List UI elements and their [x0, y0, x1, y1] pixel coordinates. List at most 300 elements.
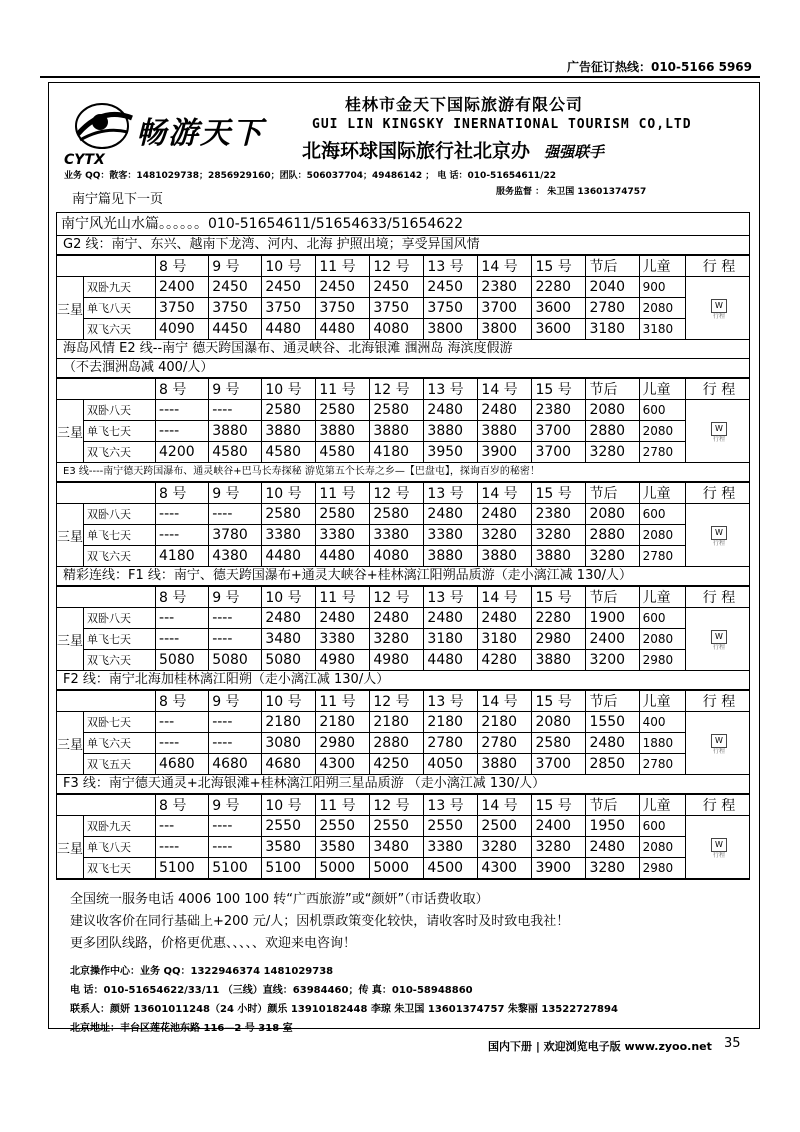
date-column-header: 儿童 — [639, 691, 685, 712]
date-column-header: 10 号 — [262, 795, 316, 816]
price-cell: 4380 — [209, 546, 262, 567]
price-cell: 4300 — [316, 754, 370, 775]
price-cell: ---- — [209, 837, 262, 858]
price-cell: 2180 — [424, 712, 478, 733]
price-cell: 2400 — [532, 816, 586, 837]
price-cell: 3900 — [478, 442, 532, 463]
price-cell: 3380 — [262, 525, 316, 546]
price-cell: 2550 — [316, 816, 370, 837]
price-cell: 1950 — [586, 816, 639, 837]
price-cell: 2180 — [478, 712, 532, 733]
itinerary-caption: 行程 — [712, 540, 725, 547]
price-cell: 2580 — [262, 504, 316, 525]
price-cell: 5080 — [156, 650, 209, 671]
word-document-icon[interactable]: W — [711, 526, 727, 540]
header-blank-cell — [57, 379, 156, 400]
price-cell: 4580 — [262, 442, 316, 463]
price-cell: 3280 — [586, 442, 639, 463]
date-header-row — [57, 256, 749, 277]
table-title: 南宁风光山水篇。。。。。。010-51654611/51654633/51654622 — [57, 213, 749, 236]
hotel-star-label: 三星 — [57, 712, 84, 775]
price-cell: 4080 — [370, 546, 424, 567]
page-number: 35 — [724, 1036, 741, 1051]
price-cell: ---- — [156, 629, 209, 650]
transport-duration: 单飞七天 — [84, 629, 156, 650]
child-price-cell: 600 — [639, 816, 685, 837]
route-description: 海岛风情 E2 线--南宁 德天跨国瀑布、通灵峡谷、北海银滩 涠洲岛 海滨度假游 — [57, 340, 749, 359]
price-cell: 2450 — [262, 277, 316, 298]
price-cell: 1550 — [586, 712, 639, 733]
price-cell: 4680 — [209, 754, 262, 775]
child-price-cell: 2980 — [639, 858, 685, 879]
date-column-header: 节后 — [586, 483, 639, 504]
table-row — [57, 298, 749, 319]
price-cell: 2480 — [478, 400, 532, 421]
partner-tag: 强强联手 — [544, 143, 605, 161]
child-price-cell: 600 — [639, 608, 685, 629]
price-cell: 2580 — [316, 400, 370, 421]
date-column-header: 行 程 — [686, 795, 750, 816]
date-column-header: 11 号 — [316, 256, 370, 277]
price-cell: 4480 — [262, 546, 316, 567]
brand-name: 畅游天下 — [136, 116, 264, 151]
date-column-header: 行 程 — [686, 691, 750, 712]
price-cell: 2780 — [424, 733, 478, 754]
date-column-header: 8 号 — [156, 379, 209, 400]
date-column-header: 15 号 — [532, 691, 586, 712]
price-cell: 3880 — [370, 421, 424, 442]
price-cell: 4480 — [262, 319, 316, 340]
price-cell: 2580 — [532, 733, 586, 754]
date-column-header: 9 号 — [209, 691, 262, 712]
price-cell: 3200 — [586, 650, 639, 671]
price-cell: 2580 — [262, 400, 316, 421]
price-cell: 2180 — [316, 712, 370, 733]
price-cell: 3900 — [532, 858, 586, 879]
price-cell: 3880 — [478, 546, 532, 567]
price-cell: 2180 — [262, 712, 316, 733]
date-column-header: 15 号 — [532, 256, 586, 277]
price-cell: 3280 — [478, 837, 532, 858]
price-cell: 4080 — [370, 319, 424, 340]
price-cell: 3880 — [262, 421, 316, 442]
price-cell: 2480 — [478, 608, 532, 629]
date-column-header: 14 号 — [478, 256, 532, 277]
price-cell: ---- — [209, 629, 262, 650]
date-column-header: 10 号 — [262, 483, 316, 504]
price-cell: 4480 — [316, 546, 370, 567]
hotel-star-label: 三星 — [57, 277, 84, 340]
child-price-cell: 600 — [639, 504, 685, 525]
table-row — [57, 858, 749, 879]
child-price-cell: 2080 — [639, 525, 685, 546]
price-cell: 2580 — [316, 504, 370, 525]
table-row — [57, 754, 749, 775]
price-cell: 3780 — [209, 525, 262, 546]
note-line: 建议收客价在同行基础上+200 元/人；因机票政策变化较快，请收客时及时致电我社！ — [70, 914, 570, 929]
itinerary-link[interactable] — [686, 400, 750, 463]
price-cell: 4980 — [316, 650, 370, 671]
price-cell: 2480 — [424, 504, 478, 525]
date-column-header: 行 程 — [686, 587, 750, 608]
price-cell: ---- — [209, 816, 262, 837]
table-row — [57, 608, 749, 629]
word-document-icon[interactable]: W — [711, 299, 727, 313]
date-column-header: 9 号 — [209, 256, 262, 277]
price-cell: 4500 — [424, 858, 478, 879]
date-column-header: 8 号 — [156, 795, 209, 816]
price-cell: 2550 — [262, 816, 316, 837]
date-column-header: 9 号 — [209, 795, 262, 816]
date-column-header: 12 号 — [370, 691, 424, 712]
child-price-cell: 2780 — [639, 546, 685, 567]
header-blank-cell — [57, 483, 156, 504]
price-cell: --- — [156, 816, 209, 837]
route-description: F2 线：南宁北海加桂林漓江阳朔（走小漓江减 130/人） — [57, 671, 749, 690]
supervisor-line: 服务监督 ： 朱卫国 13601374757 — [496, 187, 647, 197]
date-header-row — [57, 379, 749, 400]
price-cell: 4050 — [424, 754, 478, 775]
transport-duration: 双飞七天 — [84, 858, 156, 879]
date-column-header: 8 号 — [156, 483, 209, 504]
note-line: 更多团队线路，价格更优惠、、、、、欢迎来电咨询！ — [70, 936, 357, 951]
route-description: 精彩连线：F1 线：南宁、德天跨国瀑布+通灵大峡谷+桂林漓江阳朔品质游（走小漓江减 130/人） — [57, 567, 749, 586]
itinerary-link[interactable] — [686, 712, 750, 775]
price-cell: 4300 — [478, 858, 532, 879]
price-cell: 3750 — [316, 298, 370, 319]
price-cell: 3080 — [262, 733, 316, 754]
price-table — [57, 690, 749, 775]
price-cell: 4480 — [424, 650, 478, 671]
price-cell: 2500 — [478, 816, 532, 837]
partner-agency — [302, 136, 604, 163]
transport-duration: 双卧九天 — [84, 816, 156, 837]
route-sections — [57, 236, 749, 879]
header-blank-cell — [57, 587, 156, 608]
price-cell: 3880 — [209, 421, 262, 442]
office-line: 联系人：颜妍 13601011248（24 小时）颜乐 13910182448 李琼 朱卫国 13601374757 朱黎丽 13522727894 — [70, 1004, 618, 1015]
price-cell: 3380 — [424, 837, 478, 858]
date-column-header: 行 程 — [686, 256, 750, 277]
price-cell: 2880 — [586, 525, 639, 546]
date-header-row — [57, 587, 749, 608]
price-cell: 3580 — [262, 837, 316, 858]
price-cell: ---- — [156, 504, 209, 525]
word-document-icon[interactable]: W — [711, 630, 727, 644]
date-header-row — [57, 691, 749, 712]
price-cell: 4580 — [209, 442, 262, 463]
price-cell: 3750 — [156, 298, 209, 319]
table-row — [57, 546, 749, 567]
table-row — [57, 400, 749, 421]
date-column-header: 13 号 — [424, 795, 478, 816]
header-blank-cell — [57, 256, 156, 277]
transport-duration: 单飞七天 — [84, 421, 156, 442]
price-cell: 3750 — [370, 298, 424, 319]
price-cell: 2450 — [424, 277, 478, 298]
date-column-header: 9 号 — [209, 379, 262, 400]
table-row — [57, 504, 749, 525]
date-column-header: 9 号 — [209, 587, 262, 608]
word-document-icon[interactable]: W — [711, 734, 727, 748]
date-column-header: 节后 — [586, 256, 639, 277]
itinerary-link[interactable] — [686, 816, 750, 879]
date-column-header: 节后 — [586, 691, 639, 712]
contact-line: 业务 QQ：散客：1481029738；2856929160；团队：506037704；49486142 ； 电 话：010-51654611/22 — [64, 171, 556, 181]
price-table-container — [56, 212, 750, 880]
date-column-header: 12 号 — [370, 795, 424, 816]
child-price-cell: 2080 — [639, 298, 685, 319]
price-cell: ---- — [209, 504, 262, 525]
date-column-header: 儿童 — [639, 256, 685, 277]
table-row — [57, 525, 749, 546]
price-cell: 3280 — [478, 525, 532, 546]
price-cell: 3700 — [532, 421, 586, 442]
price-cell: 3180 — [424, 629, 478, 650]
date-column-header: 11 号 — [316, 691, 370, 712]
price-cell: 5100 — [262, 858, 316, 879]
price-cell: 2780 — [478, 733, 532, 754]
price-cell: ---- — [156, 837, 209, 858]
date-column-header: 儿童 — [639, 587, 685, 608]
price-cell: 2040 — [586, 277, 639, 298]
price-cell: 3880 — [532, 650, 586, 671]
price-cell: 2480 — [424, 608, 478, 629]
price-cell: 3580 — [316, 837, 370, 858]
price-cell: --- — [156, 608, 209, 629]
price-cell: 2450 — [370, 277, 424, 298]
itinerary-link[interactable] — [686, 504, 750, 567]
price-cell: ---- — [156, 733, 209, 754]
price-table — [57, 378, 749, 463]
route-description: F3 线：南宁德天通灵+北海银滩+桂林漓江阳朔三星品质游 （走小漓江减 130/人） — [57, 775, 749, 794]
price-table — [57, 586, 749, 671]
date-column-header: 11 号 — [316, 483, 370, 504]
price-cell: 3480 — [262, 629, 316, 650]
transport-duration: 双飞五天 — [84, 754, 156, 775]
itinerary-caption: 行程 — [712, 313, 725, 320]
price-cell: 3280 — [532, 837, 586, 858]
price-cell: ---- — [209, 733, 262, 754]
price-cell: 4090 — [156, 319, 209, 340]
date-column-header: 8 号 — [156, 587, 209, 608]
price-cell: 3700 — [532, 442, 586, 463]
price-cell: 3750 — [424, 298, 478, 319]
price-cell: 3700 — [478, 298, 532, 319]
price-cell: 3480 — [370, 837, 424, 858]
itinerary-link[interactable] — [686, 277, 750, 340]
price-cell: 2280 — [532, 608, 586, 629]
price-cell: 3950 — [424, 442, 478, 463]
date-column-header: 12 号 — [370, 256, 424, 277]
date-column-header: 14 号 — [478, 587, 532, 608]
price-cell: 4980 — [370, 650, 424, 671]
price-cell: 2400 — [156, 277, 209, 298]
price-cell: 5000 — [370, 858, 424, 879]
price-cell: 3750 — [262, 298, 316, 319]
price-table — [57, 255, 749, 340]
date-column-header: 14 号 — [478, 691, 532, 712]
date-column-header: 11 号 — [316, 587, 370, 608]
itinerary-link[interactable] — [686, 608, 750, 671]
price-cell: 3280 — [370, 629, 424, 650]
date-column-header: 10 号 — [262, 587, 316, 608]
date-column-header: 15 号 — [532, 483, 586, 504]
child-price-cell: 600 — [639, 400, 685, 421]
price-cell: ---- — [156, 525, 209, 546]
price-cell: 5100 — [209, 858, 262, 879]
price-cell: 2880 — [586, 421, 639, 442]
office-line: 电 话：010-51654622/33/11 （三线）直线：63984460；传 真：010-58948860 — [70, 985, 473, 996]
table-row — [57, 733, 749, 754]
price-cell: 2480 — [586, 733, 639, 754]
transport-duration: 单飞六天 — [84, 733, 156, 754]
date-column-header: 13 号 — [424, 691, 478, 712]
child-price-cell: 400 — [639, 712, 685, 733]
table-row — [57, 319, 749, 340]
price-cell: 2580 — [370, 504, 424, 525]
word-document-icon[interactable]: W — [711, 838, 727, 852]
route-description: E3 线----南宁德天跨国瀑布、通灵峡谷+巴马长寿探秘 游览第五个长寿之乡—【巴盘屯】，探询百岁的秘密！ — [57, 463, 749, 482]
child-price-cell: 1880 — [639, 733, 685, 754]
price-cell: 2400 — [586, 629, 639, 650]
subtitle-note: 南宁篇见下一页 — [72, 192, 164, 207]
price-cell: 2380 — [532, 400, 586, 421]
date-column-header: 节后 — [586, 379, 639, 400]
service-notes — [70, 889, 569, 955]
price-cell: 3750 — [209, 298, 262, 319]
price-cell: 2450 — [209, 277, 262, 298]
date-column-header: 11 号 — [316, 795, 370, 816]
price-cell: 2080 — [532, 712, 586, 733]
date-column-header: 10 号 — [262, 691, 316, 712]
price-cell: 4180 — [156, 546, 209, 567]
hotel-star-label: 三星 — [57, 504, 84, 567]
date-column-header: 节后 — [586, 587, 639, 608]
price-cell: 3280 — [586, 858, 639, 879]
date-column-header: 节后 — [586, 795, 639, 816]
transport-duration: 单飞八天 — [84, 298, 156, 319]
price-cell: --- — [156, 712, 209, 733]
date-column-header: 12 号 — [370, 483, 424, 504]
note-line: 全国统一服务电话 4006 100 100 转“广西旅游”或“颜妍”（市话费收取） — [70, 892, 489, 907]
date-column-header: 13 号 — [424, 483, 478, 504]
date-column-header: 8 号 — [156, 691, 209, 712]
price-cell: 3600 — [532, 319, 586, 340]
price-cell: 2480 — [370, 608, 424, 629]
price-cell: 2480 — [424, 400, 478, 421]
price-cell: 2080 — [586, 400, 639, 421]
child-price-cell: 2080 — [639, 837, 685, 858]
price-cell: 3800 — [478, 319, 532, 340]
date-column-header: 儿童 — [639, 379, 685, 400]
route-note: （不去涠洲岛减 400/人） — [57, 359, 749, 378]
price-cell: 2180 — [370, 712, 424, 733]
itinerary-caption: 行程 — [712, 644, 725, 651]
price-cell: 2880 — [370, 733, 424, 754]
brand-abbrev: CYTX — [64, 152, 105, 168]
price-cell: 3600 — [532, 298, 586, 319]
price-cell: 2580 — [370, 400, 424, 421]
price-cell: 3880 — [532, 546, 586, 567]
date-column-header: 11 号 — [316, 379, 370, 400]
itinerary-caption: 行程 — [712, 436, 725, 443]
top-divider — [40, 76, 760, 78]
table-row — [57, 816, 749, 837]
price-cell: 2980 — [316, 733, 370, 754]
price-cell: 2080 — [586, 504, 639, 525]
price-cell: 2380 — [478, 277, 532, 298]
date-column-header: 15 号 — [532, 587, 586, 608]
price-cell: 3880 — [478, 754, 532, 775]
date-column-header: 10 号 — [262, 379, 316, 400]
price-cell: 3380 — [316, 629, 370, 650]
child-price-cell: 900 — [639, 277, 685, 298]
price-cell: 4250 — [370, 754, 424, 775]
price-cell: 3280 — [532, 525, 586, 546]
price-cell: 3880 — [424, 546, 478, 567]
child-price-cell: 2780 — [639, 442, 685, 463]
price-cell: 2550 — [370, 816, 424, 837]
price-cell: 1900 — [586, 608, 639, 629]
transport-duration: 双卧八天 — [84, 608, 156, 629]
company-name-en: GUI LIN KINGSKY INERNATIONAL TOURISM CO,LTD — [312, 117, 692, 132]
date-column-header: 13 号 — [424, 587, 478, 608]
date-column-header: 12 号 — [370, 379, 424, 400]
price-cell: 5100 — [156, 858, 209, 879]
price-cell: 3380 — [424, 525, 478, 546]
price-cell: 5080 — [209, 650, 262, 671]
child-price-cell: 2780 — [639, 754, 685, 775]
price-cell: 5000 — [316, 858, 370, 879]
transport-duration: 双卧九天 — [84, 277, 156, 298]
price-cell: ---- — [156, 400, 209, 421]
price-cell: 2450 — [316, 277, 370, 298]
date-column-header: 13 号 — [424, 379, 478, 400]
price-cell: 3880 — [316, 421, 370, 442]
word-document-icon[interactable]: W — [711, 422, 727, 436]
price-cell: 2380 — [532, 504, 586, 525]
date-column-header: 12 号 — [370, 587, 424, 608]
price-cell: 3180 — [478, 629, 532, 650]
route-description: G2 线：南宁、东兴、越南下龙湾、河内、北海 护照出境；享受异国风情 — [57, 236, 749, 255]
transport-duration: 双卧八天 — [84, 504, 156, 525]
table-row — [57, 837, 749, 858]
price-cell: 2480 — [316, 608, 370, 629]
transport-duration: 双卧八天 — [84, 400, 156, 421]
transport-duration: 双飞六天 — [84, 442, 156, 463]
hotel-star-label: 三星 — [57, 608, 84, 671]
date-column-header: 10 号 — [262, 256, 316, 277]
child-price-cell: 3180 — [639, 319, 685, 340]
date-column-header: 15 号 — [532, 379, 586, 400]
transport-duration: 双飞六天 — [84, 319, 156, 340]
price-cell: 4200 — [156, 442, 209, 463]
table-row — [57, 650, 749, 671]
header-blank-cell — [57, 795, 156, 816]
date-column-header: 8 号 — [156, 256, 209, 277]
price-cell: 2550 — [424, 816, 478, 837]
child-price-cell: 2080 — [639, 629, 685, 650]
price-cell: 5080 — [262, 650, 316, 671]
hotel-star-label: 三星 — [57, 816, 84, 879]
price-table — [57, 794, 749, 879]
transport-duration: 双卧七天 — [84, 712, 156, 733]
price-cell: 3180 — [586, 319, 639, 340]
price-cell: 4580 — [316, 442, 370, 463]
date-column-header: 14 号 — [478, 795, 532, 816]
price-cell: 2480 — [586, 837, 639, 858]
